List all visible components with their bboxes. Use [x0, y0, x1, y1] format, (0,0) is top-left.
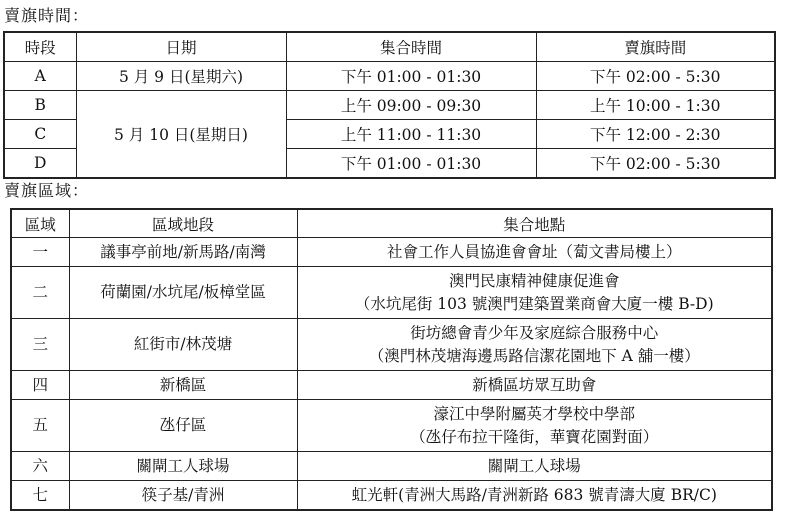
table-row: [4, 91, 775, 120]
zone-cell: 七: [11, 481, 69, 511]
zone-cell: 六: [11, 452, 69, 481]
location-cell: [297, 267, 772, 319]
table-row: [11, 267, 772, 319]
sale-time-cell: 下午 12:00 - 2:30: [536, 120, 775, 149]
slot-cell: B: [4, 91, 76, 120]
location-cell: [297, 452, 772, 481]
gather-time-cell: 上午 11:00 - 11:30: [286, 120, 536, 149]
location-line: 關閘工人球場: [487, 456, 581, 475]
table-row: [11, 452, 772, 481]
sale-time-cell: 上午 10:00 - 1:30: [536, 91, 775, 120]
location-line: 濠江中學附屬英才學校中學部: [433, 404, 635, 423]
column-header-date: 日期: [76, 32, 286, 62]
table-row: [11, 481, 772, 511]
zone-cell: 四: [11, 371, 69, 400]
location-line: （水坑尾街 103 號澳門建築置業商會大廈一樓 B-D): [354, 294, 714, 313]
location-line: 街坊總會青少年及家庭綜合服務中心: [410, 323, 659, 342]
area-cell: 氹仔區: [69, 400, 297, 452]
location-cell: [297, 238, 772, 267]
sale-area-table: [10, 208, 773, 511]
sale-time-cell: 下午 02:00 - 5:30: [536, 149, 775, 179]
location-line: （氹仔布拉干隆街，華寶花園對面）: [410, 427, 659, 446]
location-line: 虹光軒(青洲大馬路/青洲新路 683 號青濤大廈 BR/C): [351, 485, 717, 504]
date-cell: 5 月 9 日(星期六): [76, 62, 286, 91]
zone-cell: 三: [11, 319, 69, 371]
column-header-gather-time: 集合時間: [286, 32, 536, 62]
location-line: （澳門林茂塘海邊馬路信潔花園地下 A 舖一樓）: [368, 346, 700, 365]
area-cell: 紅街市/林茂塘: [69, 319, 297, 371]
area-cell: 關閘工人球場: [69, 452, 297, 481]
table-header-row: [4, 32, 775, 62]
column-header-area: 區域地段: [69, 209, 297, 238]
location-cell: [297, 371, 772, 400]
sale-time-cell: 下午 02:00 - 5:30: [536, 62, 775, 91]
location-cell: [297, 400, 772, 452]
zone-cell: 二: [11, 267, 69, 319]
table-row: [11, 319, 772, 371]
zone-cell: 一: [11, 238, 69, 267]
table-row: [4, 62, 775, 91]
area-cell: 議事亭前地/新馬路/南灣: [69, 238, 297, 267]
table-header-row: [11, 209, 772, 238]
slot-cell: A: [4, 62, 76, 91]
sale-area-heading: 賣旗區域：: [4, 181, 90, 200]
area-cell: 新橋區: [69, 371, 297, 400]
area-cell: 荷蘭園/水坑尾/板樟堂區: [69, 267, 297, 319]
sale-time-table: [3, 31, 776, 179]
column-header-location: 集合地點: [297, 209, 772, 238]
zone-cell: 五: [11, 400, 69, 452]
location-cell: [297, 481, 772, 511]
slot-cell: C: [4, 120, 76, 149]
column-header-sale-time: 賣旗時間: [536, 32, 775, 62]
slot-cell: D: [4, 149, 76, 179]
gather-time-cell: 下午 01:00 - 01:30: [286, 149, 536, 179]
area-cell: 筷子基/青洲: [69, 481, 297, 511]
column-header-zone: 區域: [11, 209, 69, 238]
table-row: [11, 238, 772, 267]
location-line: 澳門民康精神健康促進會: [448, 271, 620, 290]
location-line: 新橋區坊眾互助會: [472, 375, 597, 394]
column-header-slot: 時段: [4, 32, 76, 62]
location-line: 社會工作人員協進會會址（蔔文書局樓上）: [386, 242, 682, 261]
date-cell: 5 月 10 日(星期日): [76, 91, 286, 179]
table-row: [11, 371, 772, 400]
table-row: [11, 400, 772, 452]
gather-time-cell: 下午 01:00 - 01:30: [286, 62, 536, 91]
location-cell: [297, 319, 772, 371]
sale-time-heading: 賣旗時間：: [4, 6, 90, 25]
gather-time-cell: 上午 09:00 - 09:30: [286, 91, 536, 120]
